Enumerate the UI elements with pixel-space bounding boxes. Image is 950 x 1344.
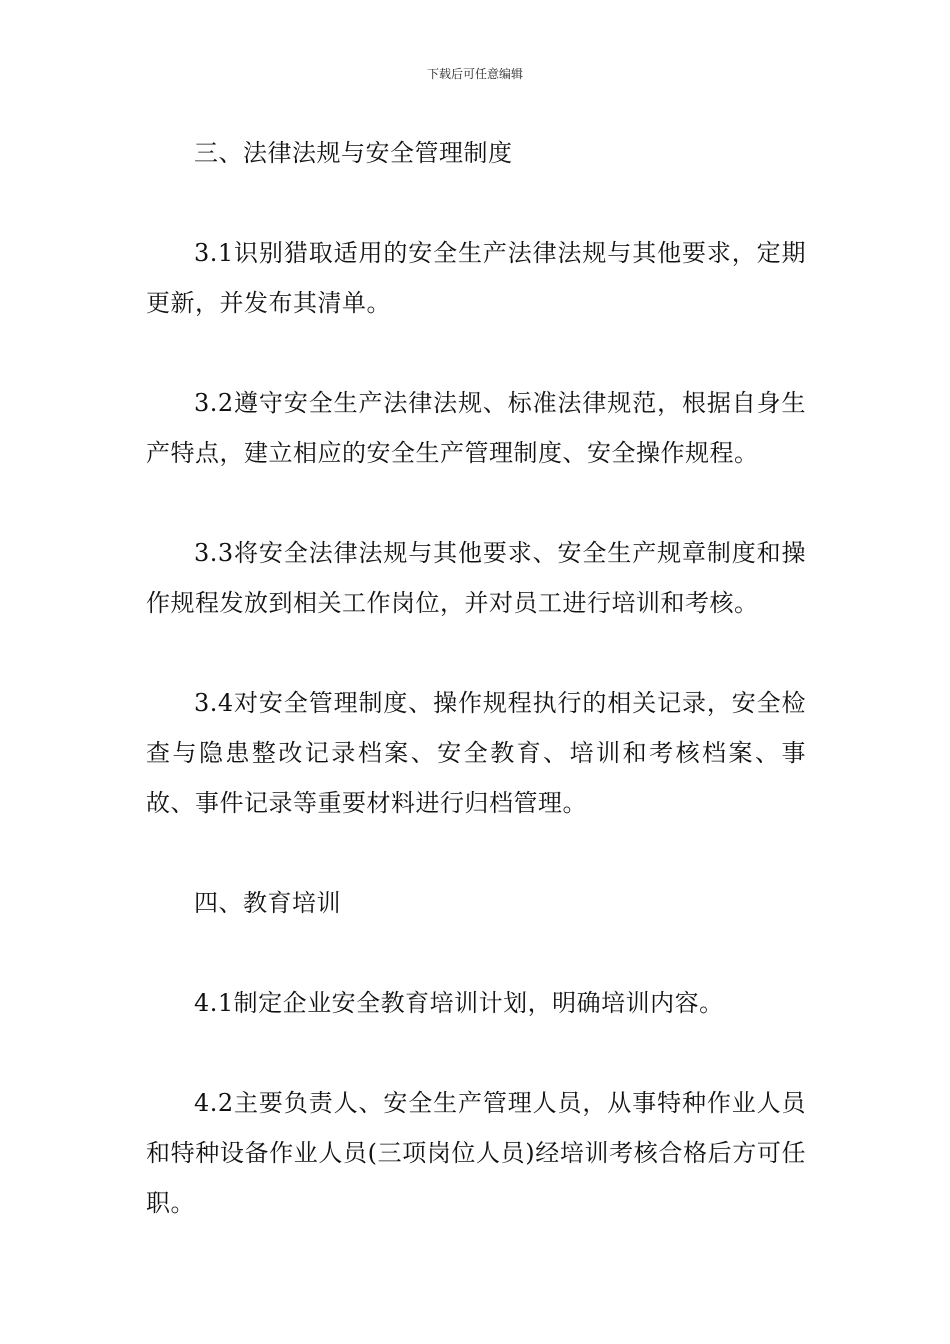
section-heading-4: 四、教育培训 <box>194 889 341 917</box>
page-header: 下载后可任意编辑 <box>426 67 523 81</box>
paragraph-3-3: 3.3将安全法律法规与其他要求、安全生产规章制度和操作规程发放到相关工作岗位，并对员工进行培训和考核。 <box>146 539 806 617</box>
document-body <box>146 128 806 1228</box>
paragraph-4-2: 4.2主要负责人、安全生产管理人员，从事特种作业人员和特种设备作业人员(三项岗位人员)经培训考核合格后方可任职。 <box>146 1089 806 1217</box>
section-heading-3: 三、法律法规与安全管理制度 <box>194 139 513 167</box>
paragraph-3-4: 3.4对安全管理制度、操作规程执行的相关记录，安全检查与隐患整改记录档案、安全教育、培训和考核档案、事故、事件记录等重要材料进行归档管理。 <box>146 689 806 817</box>
paragraph-3-1: 3.1识别猎取适用的安全生产法律法规与其他要求，定期更新，并发布其清单。 <box>146 239 806 317</box>
paragraph-4-1: 4.1制定企业安全教育培训计划，明确培训内容。 <box>194 989 724 1017</box>
paragraph-3-2: 3.2遵守安全生产法律法规、标准法律规范，根据自身生产特点，建立相应的安全生产管理制度、安全操作规程。 <box>146 389 806 467</box>
